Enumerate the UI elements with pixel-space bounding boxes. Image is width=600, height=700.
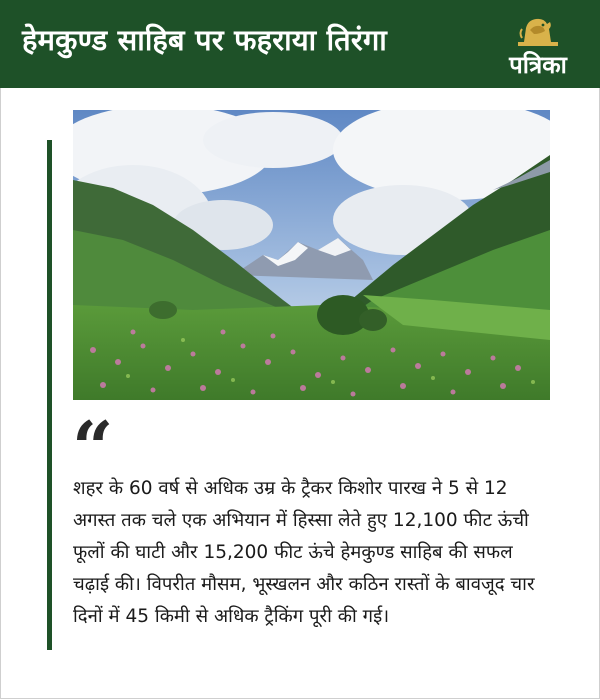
accent-bar [47, 140, 52, 650]
lion-emblem-icon [516, 12, 560, 48]
header-banner [0, 0, 600, 88]
quote-text: शहर के 60 वर्ष से अधिक उम्र के ट्रैकर किशोर पारख ने 5 से 12 अगस्त तक चले एक अभियान में हिस्सा लेते हुए 12,100 फीट ऊंची फूलों की घाटी और 15,200 फीट ऊंचे हेमकुण्ड साहिब की सफल चढ़ाई की। विपरीत मौसम, भूस्खलन और कठिन रास्तों के बावजूद चार दिनों में 45 किमी से अधिक ट्रैकिंग पूरी की गई। [73, 478, 535, 627]
brand-name: पत्रिका [509, 51, 567, 79]
headline: हेमकुण्ड साहिब पर फहराया तिरंगा [22, 23, 388, 57]
brand-logo[interactable] [488, 8, 588, 82]
quote-mark: “ [72, 405, 114, 490]
valley-of-flowers-image [73, 110, 550, 400]
valley-photo [73, 110, 550, 400]
